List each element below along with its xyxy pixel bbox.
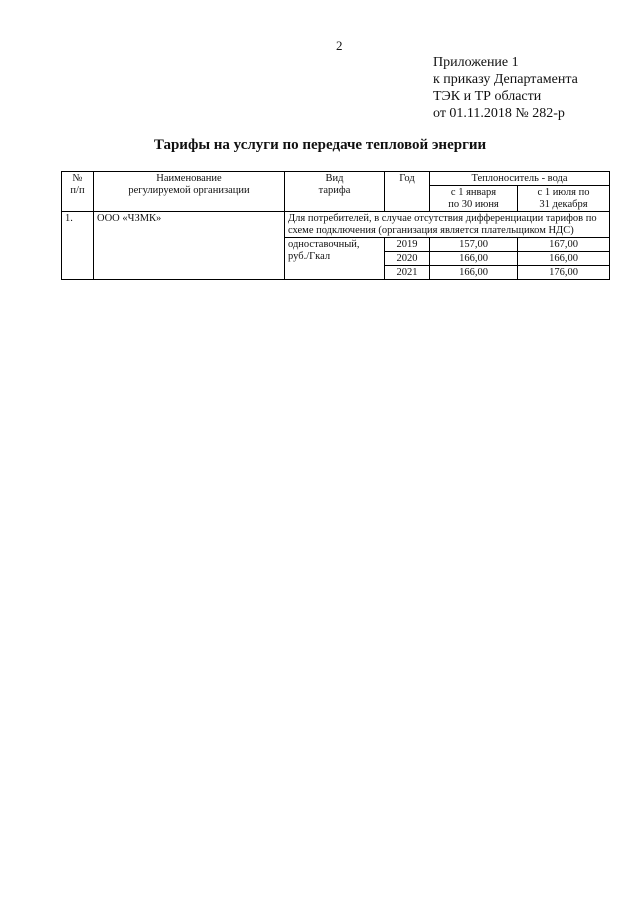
header-text: с 1 июля по [537,187,590,198]
header-cell-period-2 [518,186,610,212]
header-cell-carrier: Теплоноситель - вода [430,172,610,186]
page-number: 2 [336,38,343,53]
tariff-value-cell: 157,00 [430,238,518,252]
tariff-value-cell: 167,00 [518,238,610,252]
tariffs-table [61,171,610,280]
header-text: № [72,173,83,184]
header-cell-number [62,172,94,212]
row-number-cell: 1. [62,212,94,280]
tariff-type-cell [285,238,385,280]
header-text: п/п [70,185,85,196]
header-row [62,172,610,186]
header-text: по 30 июня [448,199,499,210]
appendix-line: ТЭК и ТР области [433,89,542,104]
document-title: Тарифы на услуги по передаче тепловой энергии [153,137,487,153]
tariff-value-cell: 166,00 [518,252,610,266]
header-cell-year: Год [385,172,430,212]
header-text: 31 декабря [539,199,588,210]
header-text: с 1 января [450,187,497,198]
tariff-type-text: одноставочный, [288,239,360,250]
year-cell: 2021 [385,266,430,280]
table-row [62,212,610,238]
consumer-note-cell: Для потребителей, в случае отсутствия дифференциации тарифов по схеме подключения (организация является плательщиком НДС) [285,212,610,238]
organization-cell: ООО «ЧЗМК» [94,212,285,280]
header-text: регулируемой организации [128,185,250,196]
header-cell-organization [94,172,285,212]
header-text: Наименование [156,173,222,184]
year-cell: 2019 [385,238,430,252]
header-cell-period-1 [430,186,518,212]
tariff-value-cell: 166,00 [430,252,518,266]
appendix-line: Приложение 1 [433,55,519,70]
year-cell: 2020 [385,252,430,266]
appendix-line: от 01.11.2018 № 282-р [433,106,565,121]
header-text: Вид [325,173,344,184]
tariff-value-cell: 166,00 [430,266,518,280]
tariff-value-cell: 176,00 [518,266,610,280]
tariff-type-text: руб./Гкал [288,251,331,262]
appendix-block [433,54,578,122]
header-cell-tariff-type [285,172,385,212]
header-text: тарифа [318,185,351,196]
appendix-line: к приказу Департамента [433,72,578,87]
